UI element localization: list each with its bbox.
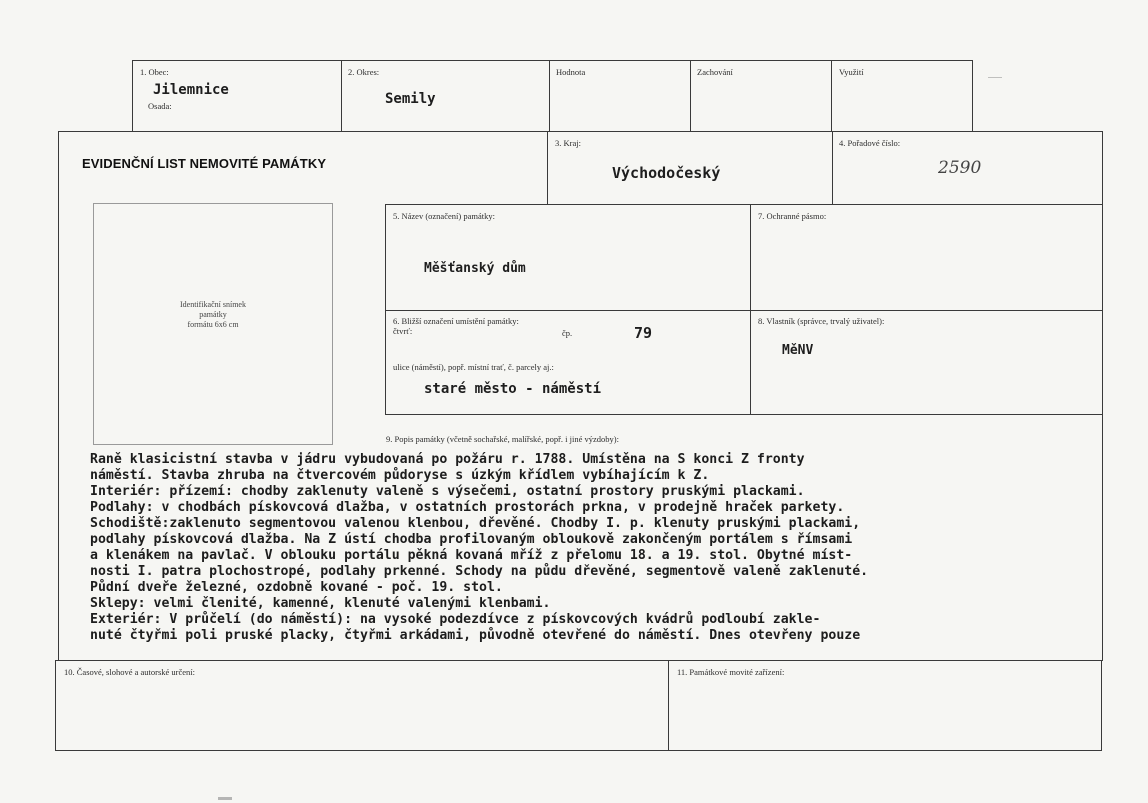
nazev-label: 5. Název (označení) památky: — [393, 211, 495, 221]
popis-line: náměstí. Stavba zhruba na čtvercovém půdoryse s úzkým křídlem vybíhajícím k Z. — [90, 468, 710, 483]
ulice-value: staré město - náměstí — [424, 381, 602, 397]
ctvrt-label: čtvrť: — [393, 326, 413, 336]
obec-value: Jilemnice — [153, 82, 229, 98]
okres-value: Semily — [385, 91, 436, 107]
kraj-label: 3. Kraj: — [555, 138, 581, 148]
obec-label: 1. Obec: — [140, 67, 169, 77]
movite-label: 11. Památkové movité zařízení: — [677, 667, 785, 677]
casove-label: 10. Časové, slohové a autorské určení: — [64, 667, 196, 677]
osada-label: Osada: — [148, 101, 172, 111]
popis-line: Sklepy: velmi členité, kamenné, klenuté valenými klenbami. — [90, 596, 551, 611]
zachovani-label: Zachování — [697, 67, 733, 77]
popis-line: Půdní dveře železné, ozdobně kované - poč. 19. stol. — [90, 580, 503, 595]
cp-value: 79 — [634, 324, 653, 342]
vlastnik-value: MěNV — [782, 343, 814, 358]
photo-caption-line: Identifikační snímek — [180, 300, 246, 309]
popis-line: Exteriér: V průčelí (do náměstí): na vysoké podezdívce z pískovcových kvádrů podloubí zakle- — [90, 612, 821, 627]
photo-caption-line: formátu 6x6 cm — [187, 320, 239, 329]
popis-line: Raně klasicistní stavba v jádru vybudovaná po požáru r. 1788. Umístěna na S konci Z fronty — [90, 452, 805, 467]
okres-label: 2. Okres: — [348, 67, 380, 77]
popis-line: Interiér: přízemí: chodby zaklenuty valeně s výsečemi, ostatní prostory pruskými plackami. — [90, 484, 805, 499]
vlastnik-label: 8. Vlastník (správce, trvalý uživatel): — [758, 316, 885, 326]
poradove-label: 4. Pořadové číslo: — [839, 138, 901, 148]
popis-line: nosti I. patra plochostropé, podlahy prkenné. Schody na půdu dřevěné, segmentově valeně zaklenuté. — [90, 564, 869, 579]
poradove-value: 2590 — [938, 158, 982, 178]
popis-line: Podlahy: v chodbách pískovcová dlažba, v ostatních prostorách prkna, v prodejně hraček parkety. — [90, 500, 845, 515]
paper-speck — [218, 797, 232, 800]
hodnota-label: Hodnota — [556, 67, 586, 77]
popis-line: podlahy pískovcová dlažba. Na Z ústí chodba profilovaným obloukově zakončeným portálem s římsami — [90, 532, 853, 547]
popis-text — [90, 452, 1070, 644]
popis-label: 9. Popis památky (včetně sochařské, malířské, popř. i jiné výzdoby): — [386, 434, 619, 444]
popis-line: Schodiště:zaklenuto segmentovou valenou klenbou, dřevěné. Chodby I. p. klenuty pruskými plackami, — [90, 516, 861, 531]
ulice-label: ulice (náměstí), popř. místní trať, č. parcely aj.: — [393, 362, 554, 372]
ochranne-label: 7. Ochranné pásmo: — [758, 211, 827, 221]
popis-line: a klenákem na pavlač. V oblouku portálu pěkná kovaná mříž z přelomu 18. a 19. stol. Obytné míst- — [90, 548, 853, 563]
photo-caption-line: památky — [199, 310, 227, 319]
kraj-value: Východočeský — [612, 164, 721, 182]
photo-caption — [94, 300, 332, 330]
popis-line: nuté čtyřmi poli pruské placky, čtyřmi arkádami, původně otevřené do náměstí. Dnes otevřeny pouze — [90, 628, 861, 643]
form-title: EVIDENČNÍ LIST NEMOVITÉ PAMÁTKY — [82, 156, 327, 171]
nazev-value: Měšťanský dům — [424, 261, 526, 276]
vyuziti-label: Využití — [839, 67, 864, 77]
blizsi-label: 6. Bližší označení umístění památky: — [393, 316, 519, 326]
paper-speck — [988, 77, 1002, 78]
cp-label: čp. — [562, 328, 573, 338]
